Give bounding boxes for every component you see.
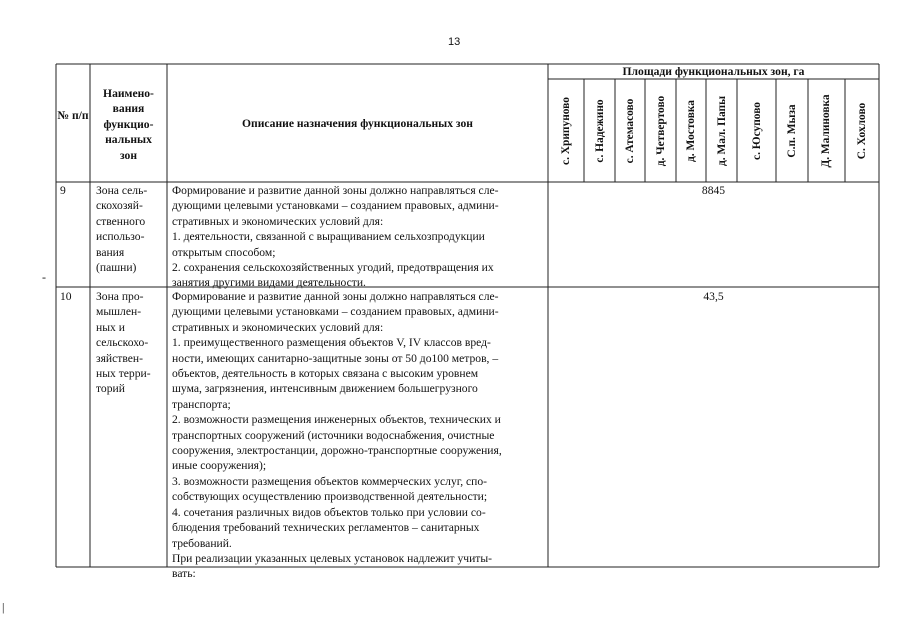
village-label: с. Хрипуново <box>560 97 572 165</box>
zone-description: Формирование и развитие данной зоны должно направляться сле- дующими целевыми установками – созданием правовых, админи- стративных и экономических условий для: 1. преимущественного размещения объектов V, IV классов вред- ности, имеющих санитарно-защитные зоны от 50 до100 метров, – объектов, деятельность в которых связана с высоким уровнем шума, загрязнения, интенсивным движением большегрузного транспорта; 2. возможности размещения инженерных объектов, технических и транспортных сооружений (источники водоснабжения, очистные сооружения, электростанции, дорожно-транспортные сооружения, иные сооружения); 3. возможности размещения объектов коммерческих услуг, спо- собствующих осуществлению производственной деятельности; 4. сочетания различных видов объектов только при условии со- блюдения требований технических регламентов – санитарных требований. При реализации указанных целевых установок надлежит учиты- вать: <box>172 290 502 581</box>
scan-mark: - <box>42 270 46 284</box>
header-zone-name: Наимено- вания функцио- нальных зон <box>103 87 154 162</box>
village-label: С.п. Мыза <box>786 104 798 158</box>
village-label: д. Мостовка <box>685 100 697 162</box>
zone-area: 43,5 <box>703 290 724 303</box>
village-label: с. Надежино <box>594 99 606 163</box>
header-num: № п/п <box>57 109 89 122</box>
zone-description: Формирование и развитие данной зоны должно направляться сле- дующими целевыми установками – созданием правовых, админи- стративных и экономических условий для: 1. деятельности, связанной с выращиванием сельхозпродукции открытым способом; 2. сохранения сельскохозяйственных угодий, предотвращения их занятия другими видами деятельности. <box>172 184 499 290</box>
village-label: д. Мал. Папы <box>716 96 728 166</box>
row-number: 10 <box>60 290 72 303</box>
zone-name: Зона сель- скохозяй- ственного использо- вания (пашни) <box>96 184 148 275</box>
page-number: 13 <box>448 36 461 48</box>
scan-mark: | <box>2 600 5 614</box>
header-description: Описание назначения функциональных зон <box>242 117 473 130</box>
village-label: д. Четвертово <box>655 95 667 167</box>
village-label: Д. Малиновка <box>820 94 832 168</box>
zone-name: Зона про- мышлен- ных и сельскохо- зяйствен- ных терри- торий <box>96 290 151 396</box>
header-areas-title: Площади функциональных зон, га <box>622 65 805 78</box>
row-number: 9 <box>60 184 66 197</box>
village-label: с. Атемасово <box>624 98 636 164</box>
village-label: С. Хохлово <box>856 102 868 160</box>
zone-area: 8845 <box>701 184 726 197</box>
village-label: с. Юсупово <box>751 102 763 160</box>
